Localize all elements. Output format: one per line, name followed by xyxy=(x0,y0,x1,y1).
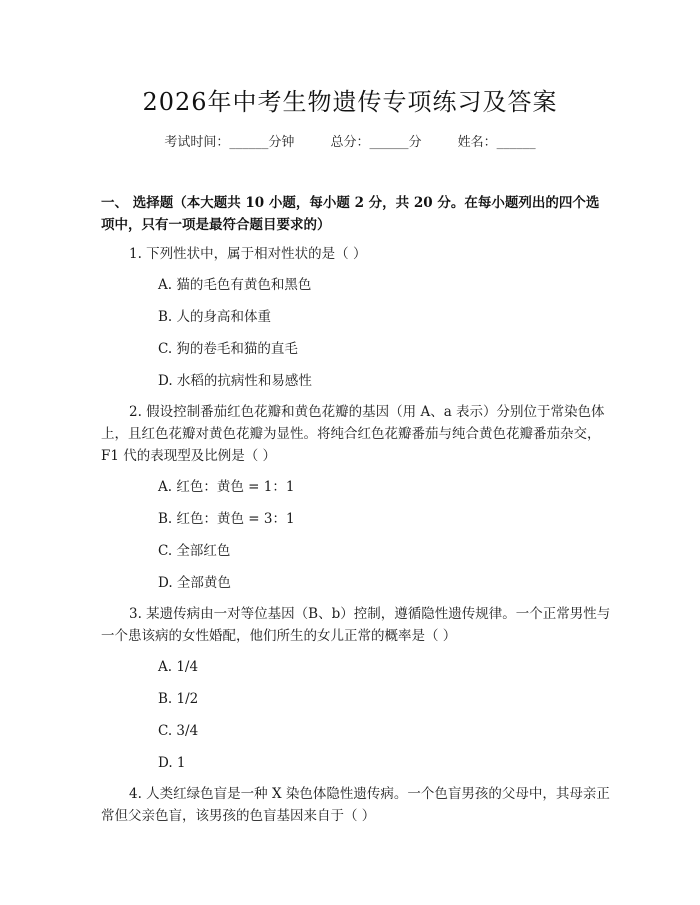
question-1-option-b: B. 人的身高和体重 xyxy=(158,309,272,325)
question-3-stem: 3. 某遗传病由一对等位基因（B、b）控制，遵循隐性遗传规律。一个正常男性与一个患该病的女性婚配，他们所生的女儿正常的概率是（ ） xyxy=(101,606,611,644)
question-2-stem: 2. 假设控制番茄红色花瓣和黄色花瓣的基因（用 A、a 表示）分别位于常染色体上，且红色花瓣对黄色花瓣为显性。将纯合红色花瓣番茄与纯合黄色花瓣番茄杂交，F1 代的表现型及比例是（ ） xyxy=(101,404,605,464)
section-heading: 一、 选择题（本大题共 10 小题，每小题 2 分，共 20 分。在每小题列出的四个选项中，只有一项是最符合题目要求的） xyxy=(101,195,600,233)
question-2-option-c: C. 全部红色 xyxy=(158,543,231,559)
page-title: 2026年中考生物遗传专项练习及答案 xyxy=(142,88,558,116)
question-1-option-a: A. 猫的毛色有黄色和黑色 xyxy=(158,277,312,293)
question-4-stem: 4. 人类红绿色盲是一种 X 染色体隐性遗传病。一个色盲男孩的父母中，其母亲正常但父亲色盲，该男孩的色盲基因来自于（ ） xyxy=(101,786,610,824)
exam-time-field: 考试时间：______分钟 xyxy=(164,135,295,150)
exam-meta xyxy=(0,131,700,150)
question-2-option-d: D. 全部黄色 xyxy=(158,575,231,591)
question-2-option-a: A. 红色：黄色 = 1：1 xyxy=(158,479,295,495)
question-3-option-b: B. 1/2 xyxy=(158,691,199,707)
total-score-field: 总分：______分 xyxy=(330,135,422,150)
question-3-option-c: C. 3/4 xyxy=(158,723,199,739)
question-3-option-d: D. 1 xyxy=(158,755,186,771)
question-1-option-d: D. 水稻的抗病性和易感性 xyxy=(158,373,312,389)
question-1-stem: 1. 下列性状中，属于相对性状的是（ ） xyxy=(129,246,367,262)
question-2-option-b: B. 红色：黄色 = 3：1 xyxy=(158,511,295,527)
student-name-field: 姓名：______ xyxy=(457,135,536,150)
question-3-option-a: A. 1/4 xyxy=(158,659,199,675)
question-1-option-c: C. 狗的卷毛和猫的直毛 xyxy=(158,341,298,357)
